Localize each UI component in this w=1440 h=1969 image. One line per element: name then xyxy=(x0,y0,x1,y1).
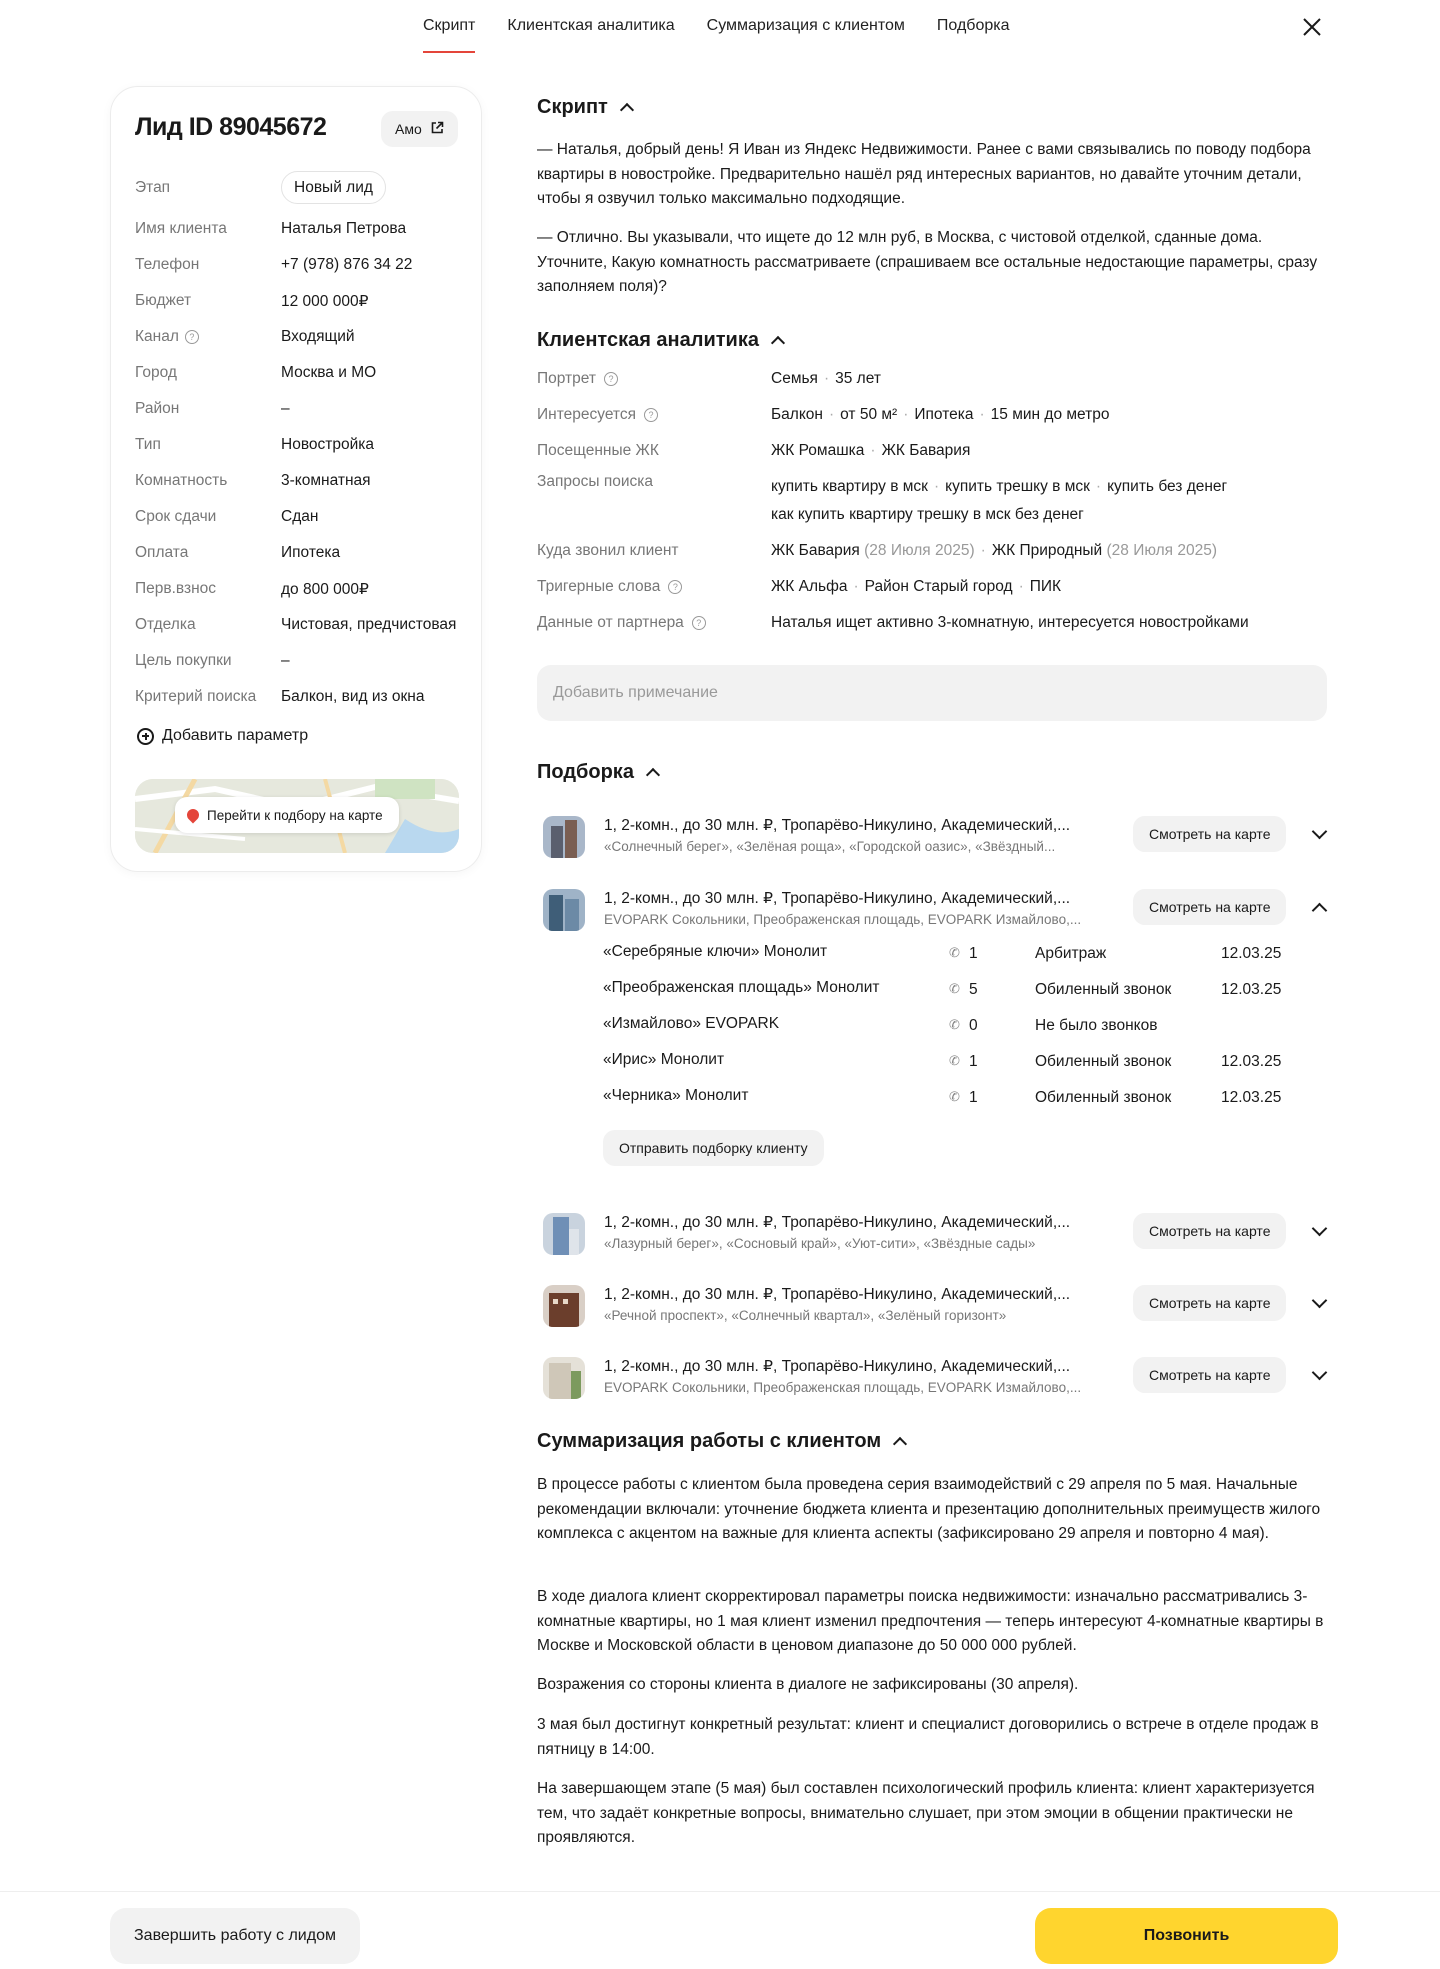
plus-circle-icon xyxy=(137,728,154,745)
map-pin-icon xyxy=(185,807,202,824)
analytics-portrait: Портрет ? Семья · 35 лет xyxy=(537,370,881,387)
prop-key: Канал xyxy=(135,328,179,345)
help-icon[interactable]: ? xyxy=(604,372,618,386)
tag: от 50 м² xyxy=(840,406,898,423)
prop-key: Тип xyxy=(135,436,161,453)
selection-title: 1, 2-комн., до 30 млн. ₽, Тропарёво-Никулино, Академический,... xyxy=(604,817,1071,834)
complex-row xyxy=(603,1081,1303,1117)
complex-name: «Преображенская площадь» Монолит xyxy=(603,979,880,996)
prop-key: Телефон xyxy=(135,256,200,273)
prop-row xyxy=(135,283,475,319)
call-date: 12.03.25 xyxy=(1221,1089,1282,1106)
prop-row xyxy=(135,643,475,679)
call-date: (28 Июля 2025) xyxy=(1106,542,1218,559)
summary-paragraph: На завершающем этапе (5 мая) был составлен психологический профиль клиента: клиент характеризуется тем, что задаёт конкретные вопросы, внимательно слушает, при этом эмоции в общении практически не проявляются. xyxy=(537,1780,1315,1846)
send-selection-button[interactable]: Отправить подборку клиенту xyxy=(603,1130,824,1166)
script-title: Скрипт xyxy=(537,96,608,118)
amo-button[interactable] xyxy=(381,111,458,147)
complex-row xyxy=(603,1045,1303,1081)
tag: ЖК Альфа xyxy=(771,578,848,595)
chevron-up-icon xyxy=(771,336,785,350)
stage-chip[interactable]: Новый лид xyxy=(281,171,386,204)
prop-row xyxy=(135,499,475,535)
call-status: Арбитраж xyxy=(1035,945,1107,962)
prop-value: до 800 000₽ xyxy=(281,580,369,598)
tab-script[interactable]: Скрипт xyxy=(423,17,475,53)
tab-summary[interactable]: Суммаризация с клиентом xyxy=(706,17,905,34)
script-paragraph-1: — Наталья, добрый день! Я Иван из Яндекс Недвижимости. Ранее с вами связывались по поводу подбора квартиры в новостройке. Предварительно нашёл ряд интересных вариантов, но давайте уточним детали, чтобы я озвучил только максимально подходящие. xyxy=(537,141,1311,207)
call-status: Не было звонков xyxy=(1035,1017,1158,1034)
view-on-map-button[interactable]: Смотреть на карте xyxy=(1133,816,1286,852)
analytics-calls: Куда звонил клиент ЖК Бавария (28 Июля 2025) · ЖК Природный (28 Июля 2025) xyxy=(537,537,1331,565)
chevron-up-icon xyxy=(620,103,634,117)
map-preview[interactable] xyxy=(135,779,459,853)
prop-value: – xyxy=(281,400,290,417)
tag: ЖК Ромашка xyxy=(771,442,865,459)
prop-value: – xyxy=(281,652,290,669)
complex-row xyxy=(603,1009,1303,1045)
prop-row xyxy=(135,571,475,607)
note-input[interactable]: Добавить примечание xyxy=(537,665,1327,721)
call-count: 1 xyxy=(969,1089,978,1106)
call-status: Обиленный звонок xyxy=(1035,1053,1172,1070)
prop-key: Перв.взнос xyxy=(135,580,217,597)
prop-value: Москва и МО xyxy=(281,364,377,381)
prop-key: Оплата xyxy=(135,544,189,561)
amo-label: Амо xyxy=(395,121,422,137)
building-thumbnail xyxy=(543,889,585,931)
analytics-visited: Посещенные ЖК ЖК Ромашка · ЖК Бавария xyxy=(537,437,1331,465)
bottom-action-bar xyxy=(0,1891,1440,1969)
tag: ПИК xyxy=(1029,578,1062,595)
phone-icon: ✆ xyxy=(949,945,960,960)
call-count: 0 xyxy=(969,1017,978,1034)
view-on-map-button[interactable]: Смотреть на карте xyxy=(1133,889,1286,925)
tag: 15 мин до метро xyxy=(990,406,1110,423)
prop-row xyxy=(135,427,475,463)
tag: Балкон xyxy=(771,406,823,423)
go-to-map-label: Перейти к подбору на карте xyxy=(207,807,383,823)
script-paragraph-2: — Отлично. Вы указывали, что ищете до 12 млн руб, в Москва, с чистовой отделкой, сданные дома. Уточните, Какую комнатность рассматриваете (спрашиваем все остальные недостающие параметры, сразу заполняем поля)? xyxy=(537,229,1318,295)
prop-row xyxy=(135,391,475,427)
chevron-down-icon[interactable] xyxy=(1312,1293,1328,1309)
prop-row xyxy=(135,355,475,391)
selection-title: 1, 2-комн., до 30 млн. ₽, Тропарёво-Никулино, Академический,... xyxy=(604,1214,1071,1231)
chevron-down-icon[interactable] xyxy=(1312,1221,1328,1237)
prop-value: Сдан xyxy=(281,508,319,525)
lead-properties xyxy=(135,165,475,715)
summary-paragraph: 3 мая был достигнут конкретный результат: клиент и специалист договорились о встрече в отделе продаж в пятницу в 14:00. xyxy=(537,1716,1319,1758)
view-on-map-button[interactable]: Смотреть на карте xyxy=(1133,1213,1286,1249)
prop-key: Комнатность xyxy=(135,472,228,489)
call-date: (28 Июля 2025) xyxy=(864,542,975,559)
script-section-header[interactable] xyxy=(537,96,632,119)
prop-stage xyxy=(135,165,475,211)
tag: купить трешку в мск xyxy=(945,478,1090,495)
tag: ЖК Природный xyxy=(991,542,1103,559)
prop-row xyxy=(135,679,475,715)
prop-key: Имя клиента xyxy=(135,220,227,237)
prop-key: Этап xyxy=(135,179,171,196)
help-icon[interactable]: ? xyxy=(692,616,706,630)
tag: купить квартиру в мск xyxy=(771,478,928,495)
tag: как купить квартиру трешку в мск без денег xyxy=(771,506,1084,523)
analytics-key: Данные от партнера xyxy=(537,614,684,631)
prop-row xyxy=(135,607,475,643)
complex-name: «Измайлово» EVOPARK xyxy=(603,1015,780,1032)
building-thumbnail xyxy=(543,1357,585,1399)
summary-section-header[interactable] xyxy=(537,1430,905,1453)
tab-selection[interactable]: Подборка xyxy=(936,17,1010,34)
analytics-key: Куда звонил клиент xyxy=(537,542,679,559)
tag: ЖК Бавария xyxy=(881,442,971,459)
selection-title: Подборка xyxy=(537,761,634,783)
chevron-up-icon[interactable] xyxy=(1312,903,1328,919)
summary-paragraph: В процессе работы с клиентом была проведена серия взаимодействий с 29 апреля по 5 мая. Начальные рекомендации включали: уточнение бюджета клиента и презентацию дополнительных преимуществ жилого комплекса с акцентом на важные для клиента аспекты (зафиксировано 29 апреля и повторно 4 мая). xyxy=(537,1476,1321,1542)
prop-key: Критерий поиска xyxy=(135,688,257,705)
call-count: 5 xyxy=(969,981,978,998)
selection-section-header[interactable] xyxy=(537,761,658,784)
analytics-interests: Интересуется ? Балкон · от 50 м² · Ипотека · 15 мин до метро xyxy=(537,406,1110,423)
prop-row xyxy=(135,463,475,499)
selection-subtitle: EVOPARK Сокольники, Преображенская площадь, EVOPARK Измайлово,... xyxy=(604,912,1082,927)
analytics-key: Запросы поиска xyxy=(537,473,653,490)
help-icon[interactable]: ? xyxy=(668,580,682,594)
prop-row xyxy=(135,319,475,355)
selection-subtitle: «Речной проспект», «Солнечный квартал», «Зелёный горизонт» xyxy=(604,1308,1007,1323)
tab-client-analytics[interactable]: Клиентская аналитика xyxy=(507,17,675,34)
prop-value: Ипотека xyxy=(281,544,341,561)
view-on-map-button[interactable]: Смотреть на карте xyxy=(1133,1285,1286,1321)
help-icon[interactable]: ? xyxy=(185,330,199,344)
top-navigation xyxy=(0,0,1440,58)
phone-icon: ✆ xyxy=(949,1089,960,1104)
prop-key: Город xyxy=(135,364,177,381)
tag: Район Старый город xyxy=(864,578,1013,595)
call-status: Обиленный звонок xyxy=(1035,1089,1172,1106)
external-link-icon xyxy=(430,121,444,138)
add-parameter-button[interactable] xyxy=(137,727,308,745)
complex-row xyxy=(603,937,1303,973)
phone-icon: ✆ xyxy=(949,981,960,996)
prop-value: 12 000 000₽ xyxy=(281,292,369,310)
prop-key: Район xyxy=(135,400,180,417)
summary-paragraph: В ходе диалога клиент скорректировал параметры поиска недвижимости: изначально рассматривались 3-комнатные квартиры, но 1 мая клиент изменил предпочтения — теперь интересуют 4-комнатные квартиры в Москве и Московской области в ценовом диапазоне до 50 000 000 рублей. xyxy=(537,1588,1324,1654)
building-thumbnail xyxy=(543,816,585,858)
prop-key: Бюджет xyxy=(135,292,192,309)
selection-subtitle: «Солнечный берег», «Зелёная роща», «Городской оазис», «Звёздный... xyxy=(604,839,1056,854)
chevron-down-icon[interactable] xyxy=(1312,824,1328,840)
tag: купить без денег xyxy=(1107,478,1228,495)
tag: ЖК Бавария xyxy=(771,542,860,559)
selection-item[interactable] xyxy=(543,1205,1333,1261)
tag: Ипотека xyxy=(914,406,974,423)
analytics-key: Интересуется xyxy=(537,406,636,423)
prop-row xyxy=(135,535,475,571)
view-on-map-button[interactable]: Смотреть на карте xyxy=(1133,1357,1286,1393)
analytics-key: Портрет xyxy=(537,370,596,387)
tag: Семья xyxy=(771,370,818,387)
selection-item[interactable] xyxy=(543,808,1333,864)
building-thumbnail xyxy=(543,1213,585,1255)
selection-item-expanded[interactable] xyxy=(543,881,1333,937)
analytics-queries: Запросы поиска купить квартиру в мск · купить трешку в мск · купить без денег как купить квартиру трешку в мск без денег xyxy=(537,473,1331,529)
selection-item[interactable] xyxy=(543,1277,1333,1333)
prop-value: Балкон, вид из окна xyxy=(281,688,425,705)
chevron-up-icon xyxy=(646,768,660,782)
selection-title: 1, 2-комн., до 30 млн. ₽, Тропарёво-Никулино, Академический,... xyxy=(604,1358,1071,1375)
selection-title: 1, 2-комн., до 30 млн. ₽, Тропарёво-Никулино, Академический,... xyxy=(604,1286,1071,1303)
complex-row xyxy=(603,973,1303,1009)
call-count: 1 xyxy=(969,945,978,962)
selection-item[interactable] xyxy=(543,1349,1333,1405)
tag: 35 лет xyxy=(835,370,881,387)
prop-value: Входящий xyxy=(281,328,355,345)
selection-subtitle: «Лазурный берег», «Сосновый край», «Уют-сити», «Звёздные сады» xyxy=(604,1236,1036,1251)
summary-title: Суммаризация работы с клиентом xyxy=(537,1430,882,1452)
analytics-key: Тригерные слова xyxy=(537,578,661,595)
prop-key: Срок сдачи xyxy=(135,508,217,525)
call-count: 1 xyxy=(969,1053,978,1070)
lead-title: Лид ID 89045672 xyxy=(135,113,327,141)
go-to-map-button[interactable] xyxy=(175,797,399,833)
prop-value: 3-комнатная xyxy=(281,472,371,489)
complex-name: «Серебряные ключи» Монолит xyxy=(603,943,828,960)
prop-value: Наталья Петрова xyxy=(281,220,407,237)
analytics-title: Клиентская аналитика xyxy=(537,329,759,351)
selection-subtitle: EVOPARK Сокольники, Преображенская площадь, EVOPARK Измайлово,... xyxy=(604,1380,1082,1395)
complex-name: «Ирис» Монолит xyxy=(603,1051,725,1068)
call-date: 12.03.25 xyxy=(1221,945,1282,962)
complex-name: «Черника» Монолит xyxy=(603,1087,749,1104)
add-parameter-label: Добавить параметр xyxy=(162,727,309,744)
lead-card xyxy=(110,86,482,872)
call-button[interactable]: Позвонить xyxy=(1035,1908,1338,1964)
selection-title: 1, 2-комн., до 30 млн. ₽, Тропарёво-Никулино, Академический,... xyxy=(604,890,1071,907)
chevron-down-icon[interactable] xyxy=(1312,1365,1328,1381)
prop-key: Цель покупки xyxy=(135,652,232,669)
prop-value: Чистовая, предчистовая xyxy=(281,616,457,633)
prop-value: +7 (978) 876 34 22 xyxy=(281,256,413,273)
building-thumbnail xyxy=(543,1285,585,1327)
prop-key: Отделка xyxy=(135,616,196,633)
chevron-up-icon xyxy=(893,1437,907,1451)
analytics-key: Посещенные ЖК xyxy=(537,442,659,459)
help-icon[interactable]: ? xyxy=(644,408,658,422)
summary-paragraph: Возражения со стороны клиента в диалоге не зафиксированы (30 апреля). xyxy=(537,1676,1079,1693)
finish-lead-button[interactable]: Завершить работу с лидом xyxy=(110,1908,360,1964)
prop-value: Новостройка xyxy=(281,436,374,453)
analytics-section-header[interactable] xyxy=(537,329,783,352)
call-date: 12.03.25 xyxy=(1221,1053,1282,1070)
phone-icon: ✆ xyxy=(949,1017,960,1032)
phone-icon: ✆ xyxy=(949,1053,960,1068)
prop-row xyxy=(135,247,475,283)
call-status: Обиленный звонок xyxy=(1035,981,1172,998)
tabs xyxy=(423,17,1041,53)
analytics-triggers: Тригерные слова ? ЖК Альфа · Район Старый город · ПИК xyxy=(537,578,1062,595)
partner-data: Наталья ищет активно 3-комнатную, интересуется новостройками xyxy=(771,614,1249,631)
analytics-partner xyxy=(537,609,1331,637)
prop-row xyxy=(135,211,475,247)
call-date: 12.03.25 xyxy=(1221,981,1282,998)
close-icon[interactable] xyxy=(1301,16,1323,38)
